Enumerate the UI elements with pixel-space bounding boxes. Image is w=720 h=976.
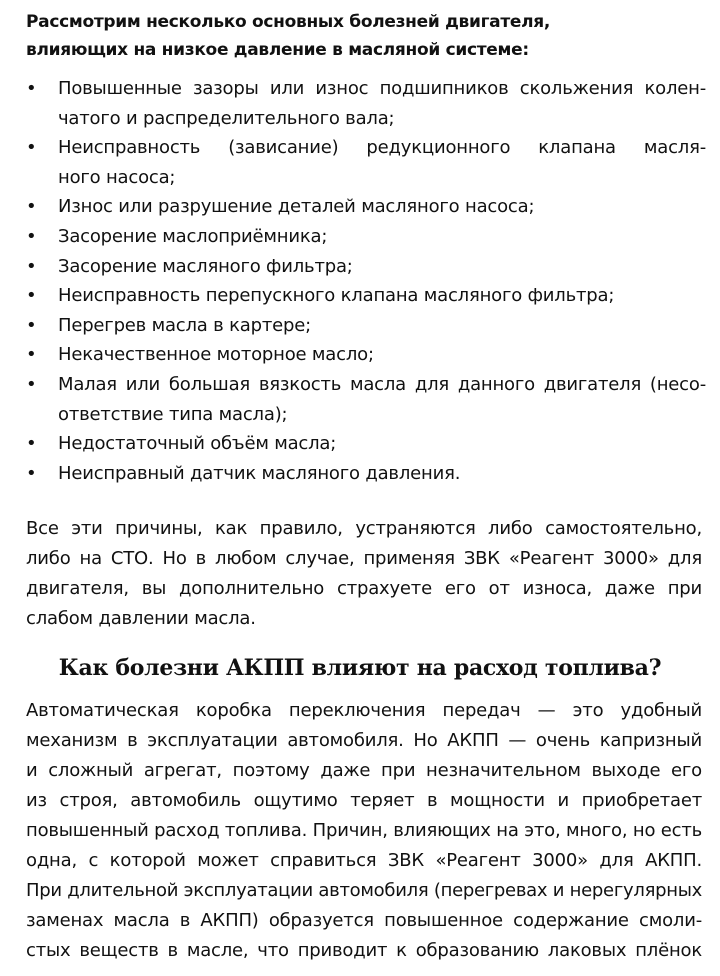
paragraph-causes-summary — [26, 514, 702, 634]
section-heading: Как болезни АКПП влияют на расход топлива? — [58, 655, 662, 681]
list-item-text: Засорение масляного фильтра; — [58, 255, 353, 277]
bullet-icon: • — [26, 137, 37, 159]
bullet-icon: • — [26, 314, 37, 336]
causes-list — [26, 74, 706, 488]
paragraph-line: Все эти причины, как правило, устраняются либо самостоятельно, — [26, 518, 702, 539]
paragraph-line: заменах масла в АКПП) образуется повышенное содержание смоли- — [26, 910, 702, 931]
paragraph-line: и сложный агрегат, поэтому даже при незначительном выходе его — [26, 760, 702, 781]
list-item-text: Неисправность (зависание) редукционного клапана масля- — [58, 137, 706, 159]
list-item — [26, 370, 706, 429]
list-item-text: ного насоса; — [58, 166, 176, 188]
bullet-icon: • — [26, 344, 37, 366]
list-item — [26, 192, 706, 222]
list-item-text: Износ или разрушение деталей масляного насоса; — [58, 196, 535, 218]
list-item-text: Повышенные зазоры или износ подшипников скольжения колен- — [58, 78, 706, 99]
bullet-icon: • — [26, 462, 37, 484]
bullet-icon: • — [26, 196, 37, 218]
list-item-text: Засорение маслоприёмника; — [58, 225, 328, 247]
list-item — [26, 222, 706, 252]
paragraph-line: механизм в эксплуатации автомобиля. Но АКПП — очень капризный — [26, 730, 702, 751]
paragraph-line: одна, с которой может справиться ЗВК «Реагент 3000» для АКПП. — [26, 850, 702, 871]
paragraph-line: повышенный расход топлива. Причин, влияющих на это, много, но есть — [26, 820, 703, 841]
list-item — [26, 311, 706, 341]
paragraph-line: Автоматическая коробка переключения передач — это удобный — [26, 700, 702, 721]
paragraph-line: При длительной эксплуатации автомобиля (перегревах и нерегулярных — [26, 880, 702, 901]
list-item-text: Перегрев масла в картере; — [58, 314, 311, 336]
list-item — [26, 340, 706, 370]
paragraph-line: либо на СТО. Но в любом случае, применяя ЗВК «Реагент 3000» для — [26, 548, 702, 569]
list-item — [26, 429, 706, 459]
list-item — [26, 133, 706, 192]
list-item-text: Недостаточный объём масла; — [58, 433, 337, 455]
bullet-icon: • — [26, 373, 37, 395]
list-item-text: чатого и распределительного вала; — [58, 107, 395, 129]
list-item — [26, 281, 706, 311]
intro-line: Рассмотрим несколько основных болезней двигателя, — [26, 12, 551, 32]
paragraph-line: стых веществ в масле, что приводит к образованию лаковых плёнок — [26, 940, 702, 961]
list-item-text: Неисправный датчик масляного давления. — [58, 462, 461, 484]
paragraph-akpp — [26, 696, 702, 966]
bullet-icon: • — [26, 433, 37, 455]
list-item-text: Малая или большая вязкость масла для данного двигателя (несо- — [58, 373, 706, 395]
list-item-text: Некачественное моторное масло; — [58, 344, 374, 366]
intro-heading — [26, 8, 706, 64]
bullet-icon: • — [26, 285, 37, 307]
paragraph-line: слабом давлении масла. — [26, 608, 256, 629]
bullet-icon: • — [26, 78, 37, 99]
paragraph-line: двигателя, вы дополнительно страхуете его от износа, даже при — [26, 578, 702, 599]
list-item — [26, 74, 706, 133]
bullet-icon: • — [26, 225, 37, 247]
list-item-text: ответствие типа масла); — [58, 403, 288, 425]
paragraph-line: из строя, автомобиль ощутимо теряет в мощности и приобретает — [26, 790, 702, 811]
intro-line: влияющих на низкое давление в масляной системе: — [26, 40, 529, 60]
list-item — [26, 252, 706, 282]
list-item — [26, 459, 706, 489]
bullet-icon: • — [26, 255, 37, 277]
list-item-text: Неисправность перепускного клапана масляного фильтра; — [58, 285, 615, 307]
